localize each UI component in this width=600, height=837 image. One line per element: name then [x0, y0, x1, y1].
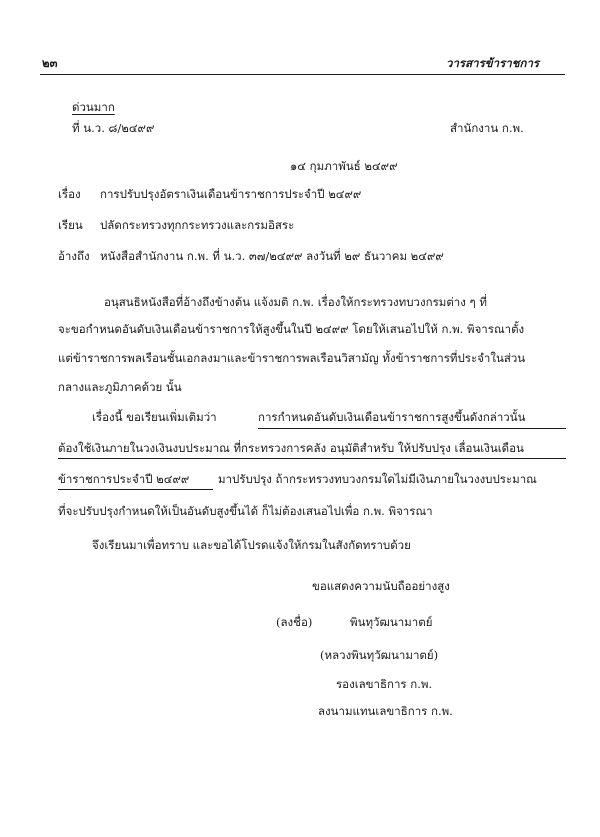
paragraph-2-line-2: ต้องใช้เงินภายในวงเงินงบประมาณ ที่กระทรวงการคลัง อนุมัติสำหรับ ให้ปรับปรุง เลื่อนเงินเดือน: [58, 441, 524, 455]
recipient-label: เรียน: [58, 218, 83, 232]
underline-c: [58, 489, 213, 490]
urgency-mark: ด่วนมาก: [72, 100, 115, 114]
header-rule: [40, 74, 565, 75]
paragraph-2-line-3b: มาปรับปรุง ถ้ากระทรวงทบวงกรมใดไม่มีเงินภายในวงงบประมาณ: [218, 472, 537, 486]
signer-name: พินทุวัฒนามาตย์: [350, 615, 433, 629]
paragraph-1-line-2: จะขอกำหนดอันดับเงินเดือนข้าราชการให้สูงขึ้นในปี ๒๔๙๙ โดยให้เสนอไปให้ ก.พ. พิจารณาตั้ง: [58, 322, 525, 336]
subject-label: เรื่อง: [58, 187, 81, 201]
paragraph-1-line-3: แต่ข้าราชการพลเรือนชั้นเอกลงมาและข้าราชการพลเรือนวิสามัญ ทั้งข้าราชการที่ประจำในส่วน: [58, 351, 526, 365]
reference-label: อ้างถึง: [58, 249, 90, 263]
reference-text: หนังสือสำนักงาน ก.พ. ที่ น.ว. ๓๗/๒๔๙๙ ลงวันที่ ๒๙ ธันวาคม ๒๔๙๙: [100, 249, 444, 263]
subject-text: การปรับปรุงอัตราเงินเดือนข้าราชการประจำปี ๒๔๙๙: [100, 187, 362, 201]
signed-label: (ลงชื่อ): [276, 615, 313, 629]
paragraph-2-lead: เรื่องนี้ ขอเรียนเพิ่มเติมว่า: [92, 410, 217, 424]
paragraph-1-line-1: อนุสนธิหนังสือที่อ้างถึงข้างต้น แจ้งมติ ก.พ. เรื่องให้กระทรวงทบวงกรมต่าง ๆ ที่: [104, 295, 487, 309]
issuing-office: สำนักงาน ก.พ.: [450, 121, 524, 135]
paragraph-1-line-4: กลางและภูมิภาคด้วย นั้น: [58, 380, 182, 394]
recipient-text: ปลัดกระทรวงทุกกระทรวงและกรมอิสระ: [100, 218, 295, 232]
journal-title: วารสารข้าราชการ: [446, 56, 540, 70]
page-number: ๒๓: [42, 56, 58, 70]
signer-acting-for: ลงนามแทนเลขาธิการ ก.พ.: [318, 704, 453, 718]
underline-a: [258, 428, 566, 429]
paragraph-3: จึงเรียนมาเพื่อทราบ และขอได้โปรดแจ้งให้กรมในสังกัดทราบด้วย: [92, 538, 411, 552]
closing-salutation: ขอแสดงความนับถืออย่างสูง: [312, 579, 450, 593]
signer-position: รองเลขาธิการ ก.พ.: [336, 677, 433, 691]
underline-b: [58, 458, 566, 459]
paragraph-2-line-4: ที่จะปรับปรุงกำหนดให้เป็นอันดับสูงขึ้นได้ ก็ไม่ต้องเสนอไปเพื่อ ก.พ. พิจารณา: [58, 504, 433, 518]
reference-number: ที่ น.ว. ๘/๒๔๙๙: [72, 121, 155, 135]
signer-full-name: (หลวงพินทุวัฒนามาตย์): [320, 648, 439, 662]
paragraph-2-line-3a: ข้าราชการประจำปี ๒๔๙๙: [58, 472, 190, 486]
letter-date: ๑๔ กุมภาพันธ์ ๒๔๙๙: [290, 159, 398, 173]
paragraph-2-underlined-a: การกำหนดอันดับเงินเดือนข้าราชการสูงขึ้นดังกล่าวนั้น: [258, 410, 526, 424]
